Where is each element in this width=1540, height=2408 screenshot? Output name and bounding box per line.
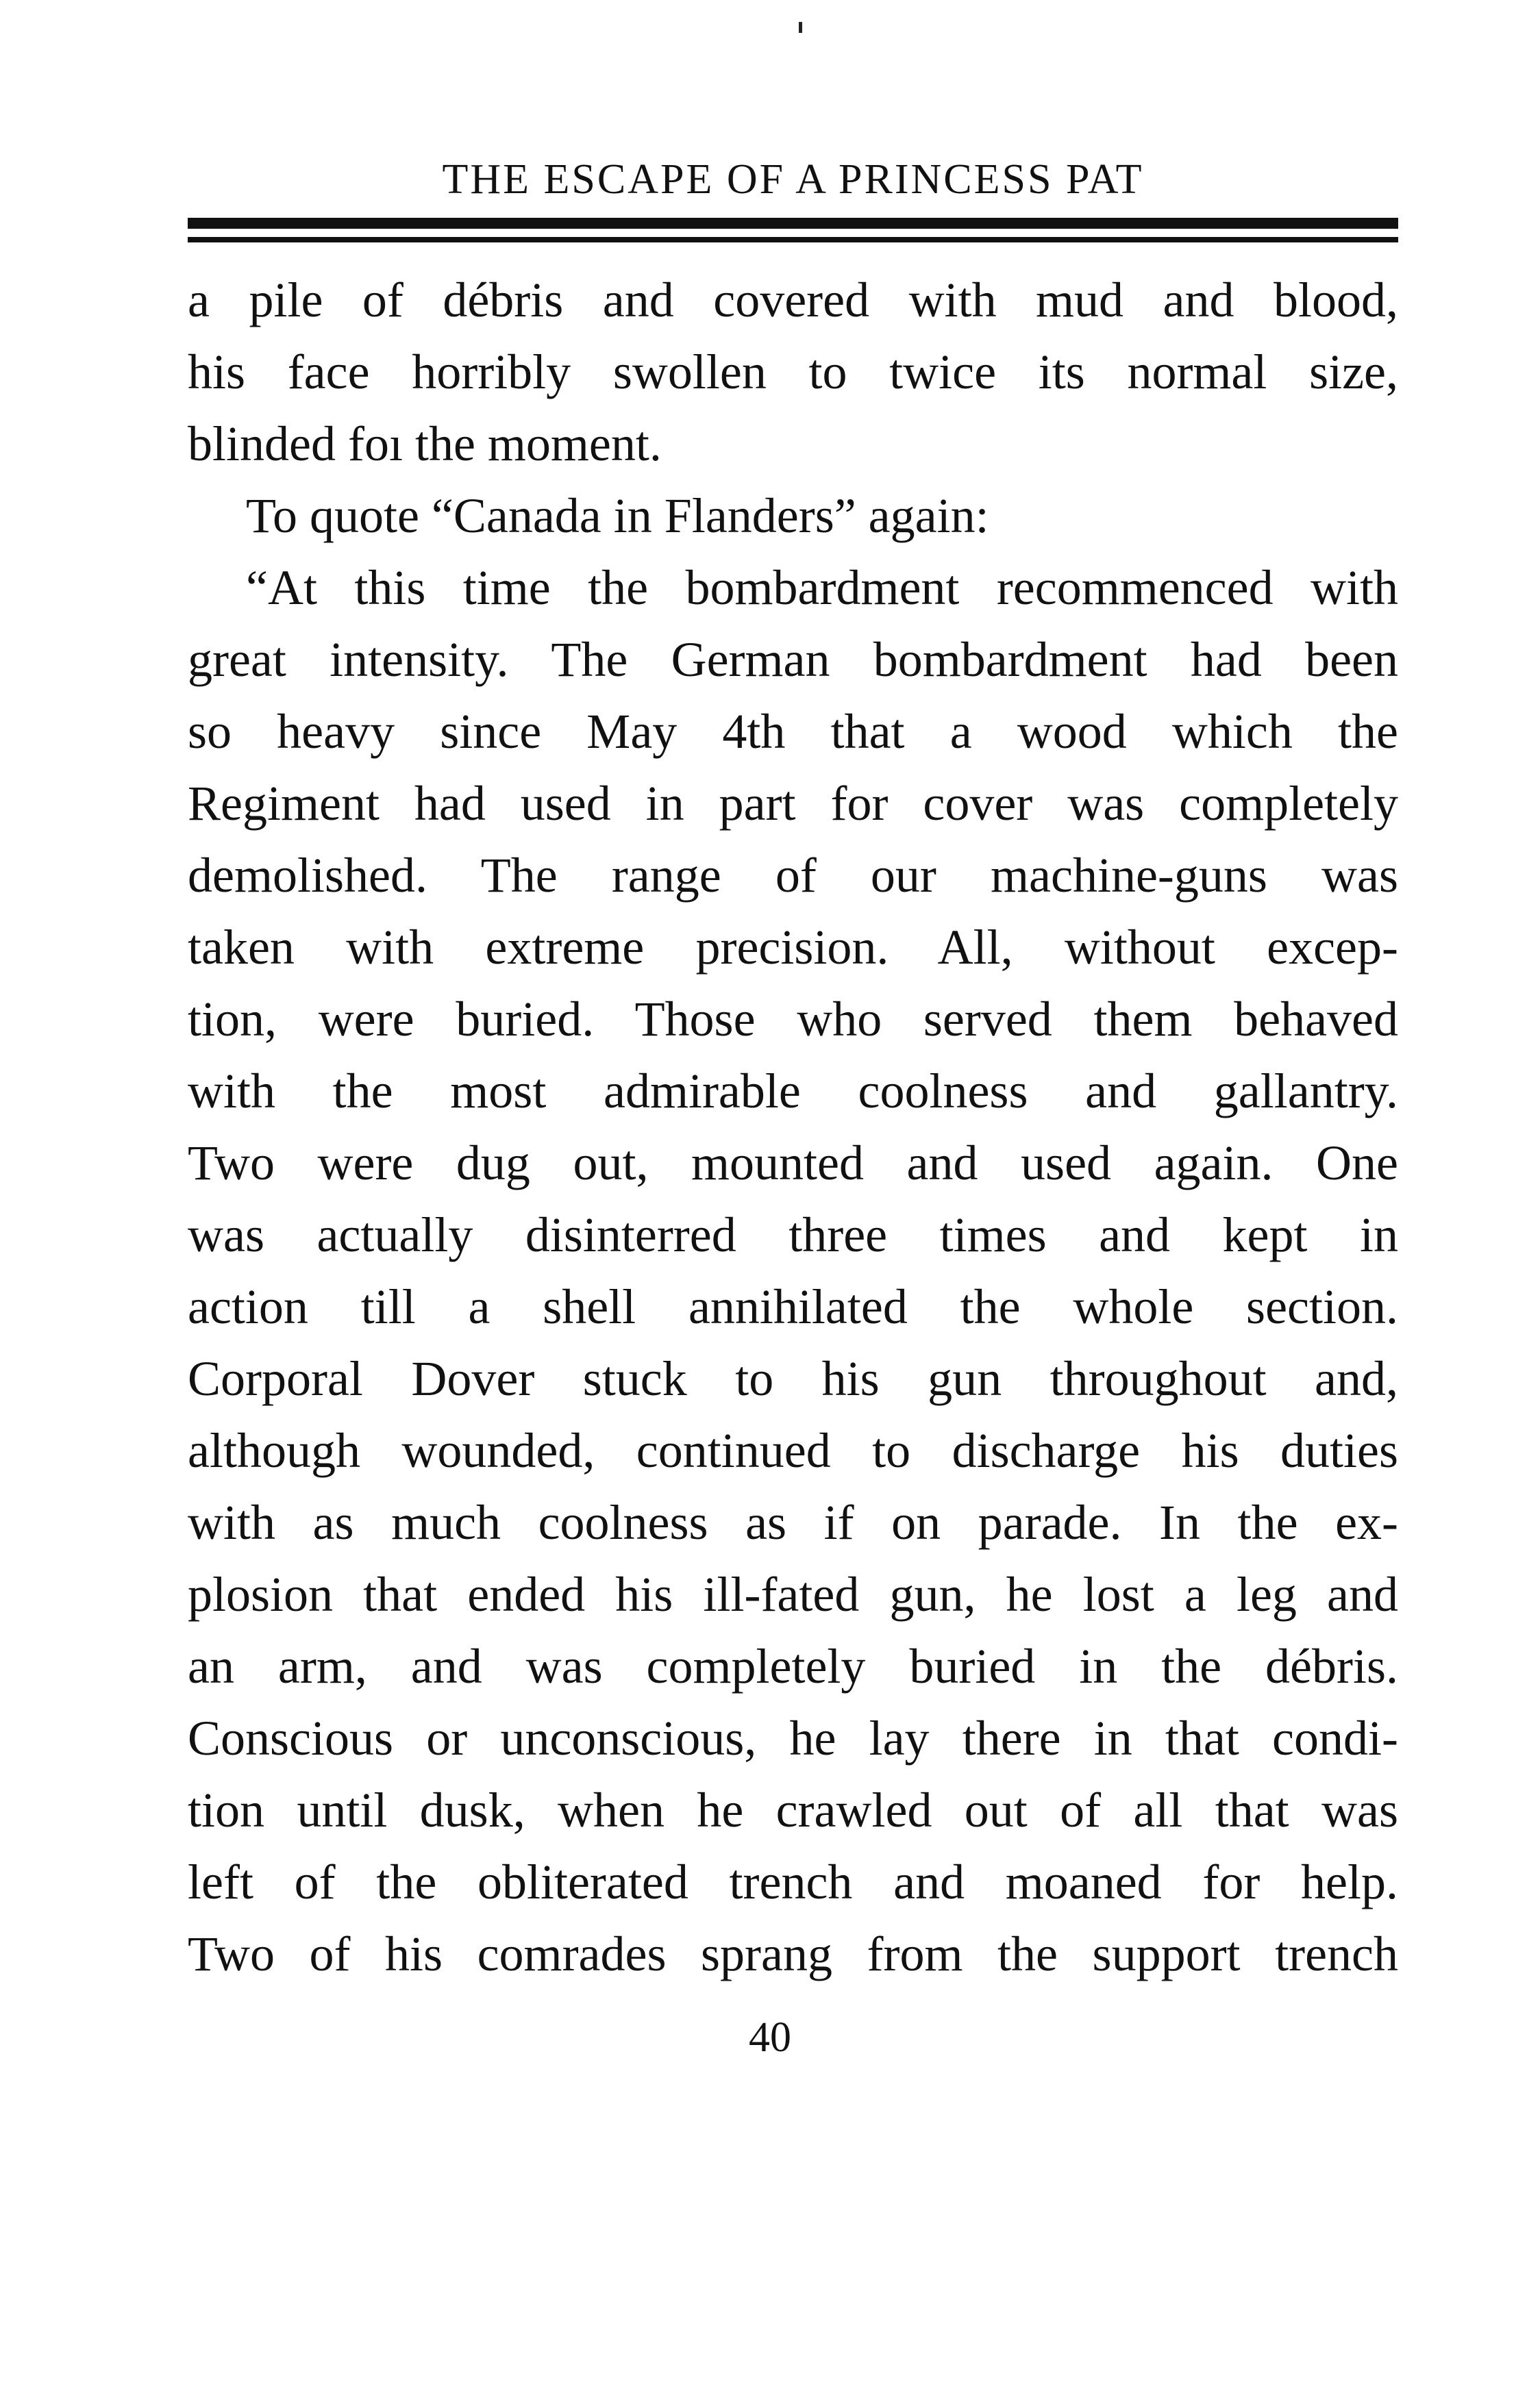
text-line: with the most admirable coolness and gallantry. xyxy=(188,1064,1398,1118)
text-line: “At this time the bombardment recommenced with xyxy=(246,560,1398,615)
print-speck xyxy=(799,22,802,33)
text-line: left of the obliterated trench and moaned for help. xyxy=(188,1855,1398,1909)
text-line: so heavy since May 4th that a wood which the xyxy=(188,704,1398,759)
text-line: Two of his comrades sprang from the support trench xyxy=(188,1927,1398,1981)
text-line: with as much coolness as if on parade. In the ex- xyxy=(188,1495,1398,1550)
text-line: To quote “Canada in Flanders” again: xyxy=(246,488,989,543)
text-line: tion, were buried. Those who served them behaved xyxy=(188,992,1398,1046)
text-line: Conscious or unconscious, he lay there in that condi- xyxy=(188,1711,1398,1766)
header-rule-thick xyxy=(188,218,1398,229)
text-line: Corporal Dover stuck to his gun throughout and, xyxy=(188,1351,1398,1406)
text-line: an arm, and was completely buried in the débris. xyxy=(188,1639,1398,1694)
header-rule-thin xyxy=(188,237,1398,242)
text-line: blinded foı the moment. xyxy=(188,416,662,471)
text-line: Two were dug out, mounted and used again. One xyxy=(188,1136,1398,1190)
text-line: action till a shell annihilated the whole section. xyxy=(188,1279,1398,1334)
running-head: THE ESCAPE OF A PRINCESS PAT xyxy=(442,156,1144,203)
text-line: tion until dusk, when he crawled out of all that was xyxy=(188,1783,1398,1838)
text-line: great intensity. The German bombardment had been xyxy=(188,632,1398,687)
text-line: his face horribly swollen to twice its normal size, xyxy=(188,344,1398,399)
text-line: taken with extreme precision. All, without excep- xyxy=(188,920,1398,975)
text-line: a pile of débris and covered with mud and blood, xyxy=(188,273,1398,327)
text-line: although wounded, continued to discharge his duties xyxy=(188,1423,1398,1478)
body-text xyxy=(188,264,1398,1990)
text-line: was actually disinterred three times and kept in xyxy=(188,1207,1398,1262)
text-line: demolished. The range of our machine-guns was xyxy=(188,848,1398,903)
page-number: 40 xyxy=(749,2014,791,2061)
text-line: plosion that ended his ill-fated gun, he lost a leg and xyxy=(188,1567,1398,1622)
text-line: Regiment had used in part for cover was completely xyxy=(188,776,1398,831)
